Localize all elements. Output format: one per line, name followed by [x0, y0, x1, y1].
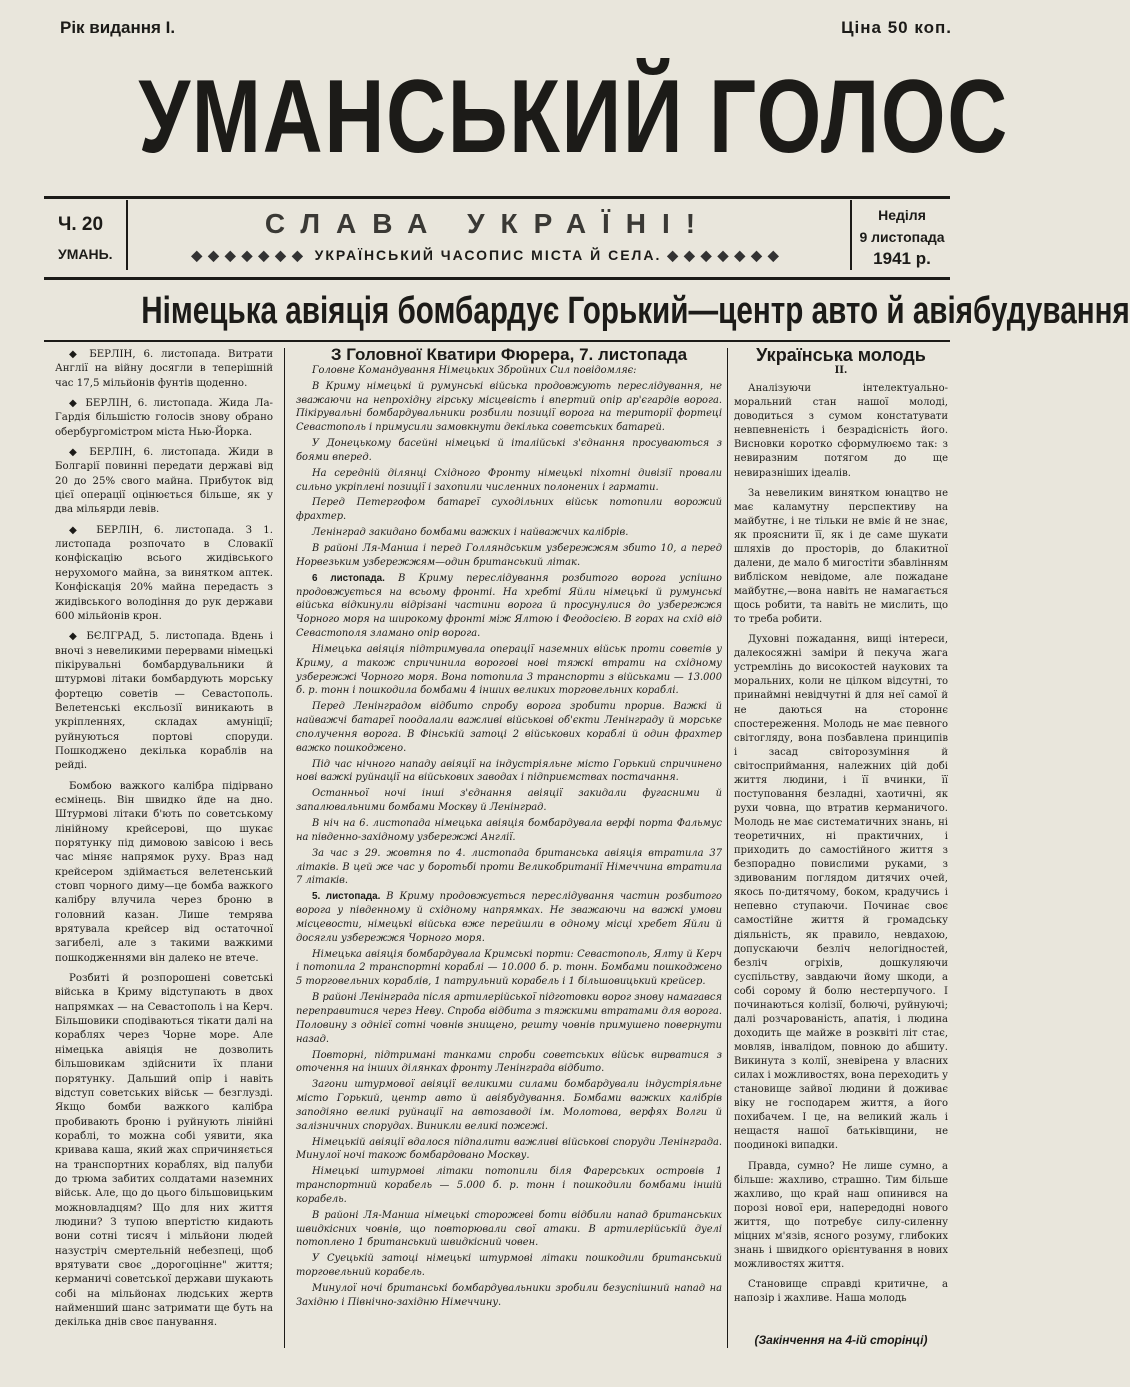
report-text: В Криму продовжується переслідування частин розбитого ворога у південному й східному напрямках. Не зважаючи на важкі умови місцевости, німецькі війська вже перейшли в одному місці хребет Яйли й досягли узбережжя Чорного моря. [296, 891, 722, 944]
report-paragraph: Під час нічного нападу авіяції на індустріяльне місто Горький спричинено нові важкі руйнації на військових заводах і підприємствах постачання. [296, 758, 722, 784]
report-paragraph: Останньої ночі інші з'єднання авіяції закидали фугасними й запалювальними бомбами Москву й Ленінград. [296, 788, 722, 814]
report-paragraph: На середній ділянці Східного Фронту німецькі піхотні дивізії провали сильно укріплені позиції і захопили численних полонених і гармати. [296, 467, 722, 493]
issue-year: 1941 р. [873, 249, 931, 268]
report-paragraph: В Криму німецькі й румунські війська продовжують переслідування, не зважаючи на непрохідну гірську місцевість і впертий опір ар'єгардів ворога. Пікірувальні бомбардувальники розбили позиції ворога на території фортеці Севастополь і примусили замовкнути декілька советських батарей. [296, 380, 722, 434]
news-item: ◆ БЄЛГРАД, 5. листопада. Вдень і вночі з невеликими перервами німецькі пікірувальні бомбардувальники й штурмові літаки бомбардують морську фортецю советів — Севастополь. Велетенські ексльозії виникають в укріпленнях, складах амуніції; руйнуються портові споруди. Пошкоджено декілька кораблів на рейді. [55, 631, 273, 772]
part-number: II. [834, 365, 848, 377]
masthead-title: УМАНСЬКИЙ ГОЛОС [138, 59, 1009, 175]
issue-box [44, 200, 128, 270]
report-paragraph: В ніч на 6. листопада німецька авіяція бомбардувала верфі порта Фальмус на південно-західному узбережжі Англії. [296, 818, 722, 843]
article-paragraph: Аналізуючи інтелектуально-моральний стан нашої молоді, доводиться з сумом констатувати невпевненість і безрадісність його. Висновки коротко сформулюємо так: з невиразним потягом до ще невиразніших ідеалів. [734, 383, 948, 479]
ornament-dots-left: ◆◆◆◆◆◆◆ [191, 247, 309, 263]
city-name: УМАНЬ. [58, 246, 113, 262]
report-paragraph: Німецькі штурмові літаки потопили біля Фарерських островів 1 транспортний корабель — 5.000 б. р. тонн і пошкодили бомбами іншій корабель. [296, 1166, 722, 1205]
report-paragraph: Ленінград закидано бомбами важких і найважчих калібрів. [312, 527, 629, 539]
report-paragraph: Перед Петергофом батареї суходільних військ потопили ворожий фрахтер. [296, 497, 722, 523]
article-paragraph: За невеликим винятком юнацтво не має каламутну перспективу на майбутнє, і не тільки не вміє й не знає, як прояснити її, як і де саме шукати шляхів до просторів, до блакитної далени, де мало б мигостіти збавлінням вибліском невідоме, але пожадане майбутнє,—вона навіть не намагається щось робити, та навіть не мислить, що то треба робити. [734, 487, 948, 626]
right-column [734, 345, 948, 1312]
report-paragraph [296, 572, 722, 641]
continuation-note: (Закінчення на 4-ій сторінці) [754, 1333, 928, 1347]
news-item: ◆ БЕРЛІН, 6. листопада. Жиди в Болгарії повинні передати державі від 20 до 25% свого майна. Прибуток від цієї операції оцінюється більше, як у два мільярди левів. [55, 447, 273, 516]
report-paragraph: Повторні, підтримані танками спроби советських військ вирватися з оточення на інших ділянках фронту Ленінграда відбито. [296, 1049, 722, 1075]
report-paragraph: В районі Ля-Манша німецькі сторожеві боти відбили напад британських швидкісних човнів, що повторювали свої атаки. В артилерійській дуелі потоплено 1 британський швидкісний човен. [296, 1209, 722, 1249]
news-item: ◆ БЕРЛІН, 6. листопада. Жида Ла-Гардія більшістю голосів знову обрано обербургомістром міста Нью-Йорка. [55, 398, 273, 438]
report-paragraph: Минулої ночі британські бомбардувальники зробили безуспішний напад на Західню і Північно-західню Німеччину. [296, 1283, 722, 1308]
report-paragraph [296, 890, 722, 945]
subtitle: УКРАЇНСЬКИЙ ЧАСОПИС МІСТА Й СЕЛА. [314, 247, 662, 263]
article-paragraph: Правда, сумно? Не лише сумно, а більше: жахливо, страшно. Тим більше жахливо, що край наш опинився на порозі нової ери, напередодні нового життя, що потребує силу-силенну міцних м'язів, ясного розуму, глибоких знань і швидкого орієнтування в нових можливостях життя. [734, 1160, 948, 1270]
headline-rule [44, 340, 950, 342]
report-paragraph: Загони штурмової авіяції великими силами бомбардували індустріяльне місто Горький, центр авто й авіябудування. Бомбами важких калібрів заподіяно великі руйнації на автозаводі ім. Молотова, верфях Волги й залізничних спорудах. Виникли великі пожежі. [296, 1079, 722, 1132]
report-paragraph: У Суецькій затоці німецькі штурмові літаки пошкодили британський торговельний корабель. [296, 1253, 722, 1279]
article-paragraph: Духовні пожадання, вищі інтереси, далекосяжні заміри й пекуча жага устремлінь до високостей наукових та моральних, коли не цілком відсутні, то принаймні невідчутні й для неї самої й не даються на стороннє спостереження. Молодь не має певного світогляду, вона позбавлена принципів і засад світорозуміння й світосприймання, належних цій добі життя людини, і її вчинки, її поступовання безладні, хаотичні, як рухи човна, що втратив керманичого. Молодь не має систематичних знань, ні теоретичних, ні практичних, і приходить до самостійного життя з безпорадно повислими руками, з здивованим поглядом дитячих очей, якось по-дитячому, боком, крадучись і непевно ступаючи. Починає своє самостійне життя й громадську діяльність, як правило, невдахою, допускаючи безліч нелогідностей, безліч огріхів, дошкуляючи суспільству, завдаючи йому шкоди, а собі сорому й болю нестерпучого. І починаються колізії, болючі, руйнуючі; далі розчарованість, апатія, і людина доходить ще майже в розквіті літ стає, мовляв, інвалідом, повною до абшиту. Викинута з колії, зневірена у власних силах і можливостях, вона переходить у становище зайвої людини й доживає віку не господарем життя, а його похибачем. І це, на великий жаль і нещастя нашої батьківщини, не поодинокі випадки. [734, 634, 948, 1152]
report-paragraph: Перед Ленінградом відбито спробу ворога зробити прорив. Важкі й найважчі батареї поодалали важливі військові об'єкти Ленінграду й морське сполучення ворога. В Фінській затоці 2 військових кораблі й один фрахтер важко пошкоджено. [296, 701, 722, 754]
right-column-title: Українська молодь [756, 345, 926, 365]
news-item: Розбиті й розпорошені советські війська в Криму відступають в двох напрямках — на Севастополь і на Керч. Більшовики сподіваються тікати далі на кораблях через Чорне море. Але німецька авіяція не дозволить більшовикам здійснити їх плани порятунку. Дальший опір і навіть відступ советських військ — безглузді. Якщо бомби важкого калібра пробивають броню і руйнують лінійні кораблі, то можна собі уявити, яка кривава каша, який жах спричиняється на транспортних кораблях, від палуби до трюма забитих солдатами наземних військ. Але, що до цього більшовицьким можновладцям? Що для них життя людини? З тупою впертістю кидають вони сотні тисяч і мільйони людей назустріч смертельній небезпеці, щоб врятувати своє „дорогоцінне" життя; керманичі советської держави шукають собі на мільйонах людських жертв найменший шанс затримати ще буть на декілька днів своє панування. [55, 973, 273, 1329]
issue-date: 9 листопада [859, 229, 945, 245]
news-item: Бомбою важкого калібра підірвано есмінець. Він швидко йде на дно. Штурмові літаки б'ють по советському лінійному крейсерові, що шукає порятунку під димовою завісою і весь час міняє напрямок руху. Враз над крейсером здіймається велетенський стовп чорного диму—це бомба важкого калібру влучила через броню в головний казан. Лише темрява врятувала крейсер від остаточної загибелі, але з такими важкими пошкодженнями він далеко не втече. [55, 780, 273, 964]
report-paragraph: В районі Ля-Манша і перед Голляндським узбережжям збито 10, а перед Норвезьким узбережжям—один британський літак. [296, 542, 722, 568]
edition-year: Рік видання I. [60, 18, 176, 37]
ornament-dots-right: ◆◆◆◆◆◆◆ [667, 247, 785, 263]
section-date-nov6: 6 листопада. [312, 572, 385, 584]
section-date-nov5: 5. листопада. [312, 891, 381, 903]
middle-column-title: З Головної Кватири Фюрера, 7. листопада [330, 345, 688, 364]
column-divider-left [284, 348, 285, 1348]
report-paragraph: Німецька авіяція бомбардувала Кримські порти: Севастополь, Ялту й Керч і потопила 2 транспортні кораблі — 10.000 б. р. тонн. Бомбами пошкоджено 5 торговельних кораблів, 1 патрульний корабель і 1 більшовицький крейсер. [296, 948, 722, 988]
report-paragraph: Німецькій авіяції вдалося підпалити важливі військові споруди Ленінграда. Минулої ночі також бомбардовано Москву. [296, 1136, 722, 1162]
price: Ціна 50 коп. [841, 18, 952, 37]
main-headline: Німецька авіяція бомбардує Горький—центр авто й авіябудування [141, 290, 1130, 332]
intro: Головне Командування Німецьких Збройних Сил повідомляє: [312, 364, 637, 376]
subtitle-row [136, 247, 840, 264]
article-paragraph: Становище справді критичне, а напозір і жахливе. Наша молодь [734, 1279, 948, 1305]
date-box [850, 200, 952, 270]
column-divider-right [727, 348, 728, 1348]
issue-day: Неділя [878, 207, 926, 223]
middle-column [296, 345, 722, 1312]
news-item: ◆ БЕРЛІН, 6. листопада. З 1. листопада розпочато в Словакії конфіскацію всього жидівського нерухомого майна, за винятком аптек. Конфіскація 20% майна передасть з жидівського володіння до рук держави 600 мільйонів крон. [55, 524, 273, 622]
report-text: В Криму переслідування розбитого ворога успішно продовжується на всьому фронті. На хребті Яйли німецькі й румунські війська відкинули відрізані частини ворога й просунулися до узбережжя Чорного моря на широкому фронті між Ялтою і Феодосією. В горах на схід від Севастополя зламано опір ворога. [296, 572, 722, 640]
report-paragraph: В районі Ленінграда після артилерійської підготовки ворог знову намагався переправитися через Неву. Спроба відбита з тяжкими втратами для ворога. Половину з однієї сотні човнів знищено, решту човнів примушено повернути назад. [296, 992, 722, 1045]
report-paragraph: Німецька авіяція підтримувала операції наземних військ проти советів у Криму, а також спричинила ворогові нові тяжкі втрати на східному узбережжі Чорного моря. Вона потопила 3 транспорти з військами — 13.000 б. р. тонн і пошкодила бомбами 4 інших великих торговельних кораблі. [296, 643, 722, 697]
slogan: СЛАВА УКРАЇНІ! [264, 208, 712, 239]
report-paragraph: У Донецькому басейні німецькі й італійські з'єднання просуваються з боями вперед. [296, 438, 722, 463]
report-paragraph: За час з 29. жовтня по 4. листопада британська авіяція втратила 37 літаків. В цей же час у боротьбі проти Великобританії Німеччина втратила 7 літаків. [296, 847, 722, 887]
issue-number: Ч. 20 [58, 214, 104, 235]
news-item: ◆ БЕРЛІН, 6. листопада. Витрати Англії на війну досягли в теперішній час 17,5 мільйонів фунтів щоденно. [55, 349, 273, 389]
left-column [55, 348, 273, 1337]
